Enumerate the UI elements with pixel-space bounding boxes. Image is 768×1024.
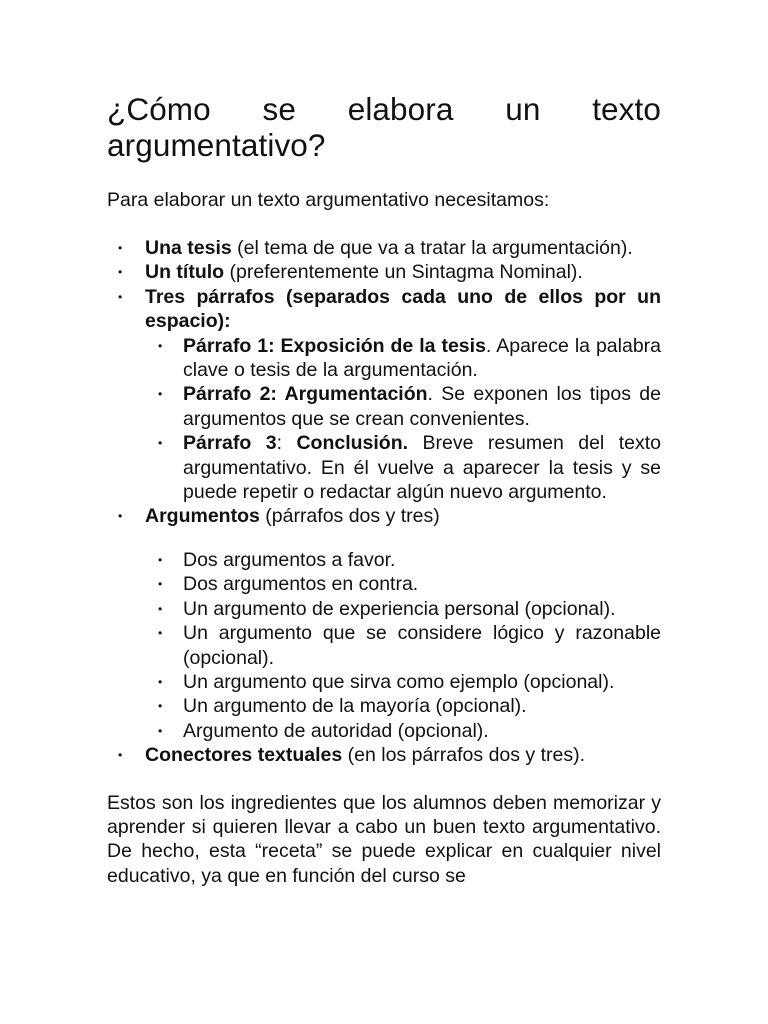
item-bold-label: Una tesis (145, 237, 232, 259)
list-item-argumento: • Dos argumentos a favor. (145, 548, 661, 572)
title-word: ¿Cómo (107, 91, 211, 127)
title-word: elabora (347, 91, 454, 127)
intro-paragraph: Para elaborar un texto argumentativo necesitamos: (107, 189, 550, 211)
item-text: (párrafos dos y tres) (259, 505, 440, 528)
item-bold-label: Párrafo 1: Exposición de la tesis (183, 334, 486, 357)
title-word: se (262, 91, 296, 127)
item-text: (preferentemente un Sintagma Nominal). (224, 261, 583, 284)
list-item-argumento: • Un argumento de experiencia personal (opcional). (145, 597, 661, 621)
item-bold-label: Argumentos (145, 505, 260, 528)
argumentos-sublist (145, 548, 661, 743)
item-bold-label: Párrafo 3 (183, 432, 277, 455)
list-item-conectores (107, 743, 661, 767)
item-text: . Se exponen los tipos de argumentos que se crean convenientes. (183, 383, 661, 430)
item-bold-label: Párrafo 2: Argumentación (183, 383, 428, 406)
list-item-argumento: • Argumento de autoridad (opcional). (145, 719, 661, 743)
item-text: (el tema de que va a tratar la argumentación). (231, 237, 633, 259)
list-item-titulo (107, 260, 661, 284)
title-word: un (505, 91, 541, 127)
list-item-argumento: • Un argumento que sirva como ejemplo (opcional). (145, 670, 661, 694)
page-title (107, 91, 661, 163)
item-text: Breve resumen del texto argumentativo. En él vuelve a aparecer la tesis y se puede repetir o redactar algún nuevo argumento. (183, 432, 661, 504)
title-line-1 (107, 91, 661, 127)
item-text: : (276, 432, 297, 455)
list-item-parrafo-3 (145, 431, 661, 504)
title-word: texto (592, 91, 661, 127)
item-bold-label: Un título (145, 261, 225, 284)
item-text: (en los párrafos dos y tres). (342, 744, 586, 767)
title-line-2: argumentativo? (107, 127, 326, 163)
parrafos-sublist (145, 334, 661, 505)
requirements-list (107, 236, 661, 768)
item-bold-label: Conclusión. (296, 432, 409, 455)
item-bold-label: Conectores textuales (145, 744, 343, 767)
list-item-parrafo-1 (145, 334, 661, 383)
list-item-argumento: • Un argumento que se considere lógico y razonable (opcional). (145, 621, 661, 670)
list-item-argumento: • Dos argumentos en contra. (145, 572, 661, 596)
list-item-parrafos (107, 285, 661, 505)
closing-paragraph: Estos son los ingredientes que los alumnos deben memorizar y aprender si quieren llevar a cabo un buen texto argumentativo. De hecho, esta “receta” se puede explicar en cualquier nivel educativo, ya que en función del curso se (107, 791, 661, 887)
item-text: . Aparece la palabra clave o tesis de la argumentación. (183, 334, 662, 382)
list-item-tesis (107, 236, 661, 260)
item-bold-label: Tres párrafos (separados cada uno de ellos por un espacio): (145, 285, 661, 333)
list-item-argumento: • Un argumento de la mayoría (opcional). (145, 694, 661, 718)
list-item-parrafo-2 (145, 382, 661, 431)
list-item-argumentos (107, 504, 661, 743)
